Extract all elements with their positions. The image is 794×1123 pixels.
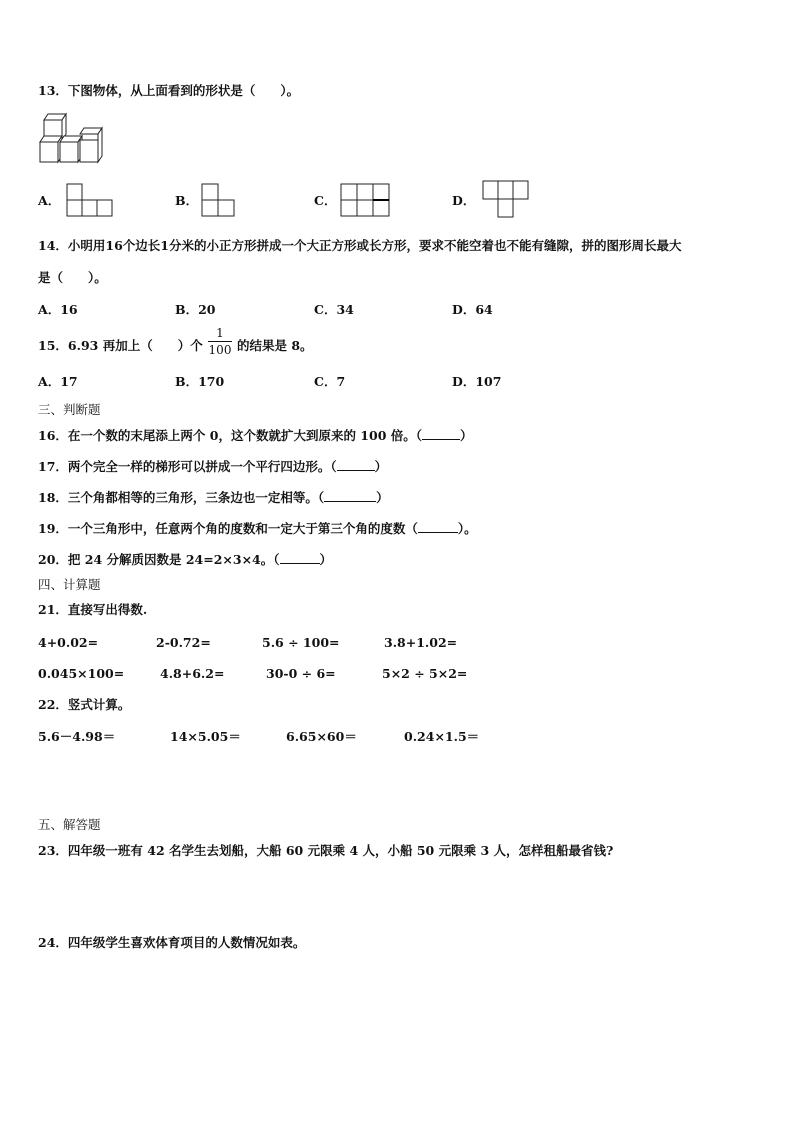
section-3-title: 三、判断题 [38,402,101,417]
q15-option-b: B．170 [175,374,225,389]
q13-option-c: C． [314,193,337,208]
q24: 24．四年级学生喜欢体育项目的人数情况如表。 [38,935,306,950]
q13-stem: 13．下图物体，从上面看到的形状是（ ）。 [38,83,300,98]
q14-option-d: D．64 [452,302,493,317]
q22-item4: 0.24×1.5＝ [404,729,480,744]
q21-row2-item1: 0.045×100= [38,666,125,681]
q13-option-d: D． [452,193,476,208]
q17-close: ） [374,459,388,474]
section-5-title: 五、解答题 [38,817,101,832]
q15-option-a: A．17 [38,374,78,389]
q16 [38,427,473,444]
q18 [38,489,389,506]
q19-close: ）。 [457,521,477,536]
q20 [38,551,332,568]
q15-option-d: D．107 [452,374,502,389]
q20-answer-blank[interactable] [280,551,320,564]
q21-row1-item3: 5.6 ÷ 100= [262,635,340,650]
q21-row1-item2: 2-0.72= [156,635,211,650]
q17-text: 17．两个完全一样的梯形可以拼成一个平行四边形。（ [38,459,337,474]
q22-item1: 5.6－4.98＝ [38,729,116,744]
q21-row2-item2: 4.8+6.2= [160,666,225,681]
q15-option-c: C．7 [314,374,346,389]
q17 [38,458,387,475]
q15-fraction-denominator: 100 [208,343,232,357]
q21-stem: 21．直接写出得数. [38,602,148,617]
q15-fraction-numerator: 1 [216,326,224,340]
q21-row1-item1: 4+0.02= [38,635,99,650]
q20-close: ） [319,552,333,567]
q16-close: ） [460,428,473,443]
q18-close: ） [376,490,389,505]
section-4-title: 四、计算题 [38,577,101,592]
q15-stem-before: 15．6.93 再加上（ ）个 [38,338,203,353]
q13-shape-c [340,183,390,217]
q21-row2-item3: 30-0 ÷ 6= [266,666,336,681]
q22-stem: 22．竖式计算。 [38,697,131,712]
q15-stem-after: 的结果是 8。 [237,338,313,353]
q13-shape-d [482,180,530,218]
q13-option-b: B． [175,193,199,208]
q20-text: 20．把 24 分解质因数是 24=2×3×4。（ [38,552,280,567]
q17-answer-blank[interactable] [337,458,375,471]
q19-answer-blank[interactable] [418,520,458,533]
q18-answer-blank[interactable] [324,489,376,502]
q15-fraction [206,326,234,357]
q14-option-b: B．20 [175,302,216,317]
q23: 23．四年级一班有 42 名学生去划船，大船 60 元限乘 4 人，小船 50 元限乘 3 人，怎样租船最省钱? [38,843,614,858]
q16-answer-blank[interactable] [422,427,460,440]
q13-shape-a [66,183,114,217]
q16-text: 16．在一个数的末尾添上两个 0，这个数就扩大到原来的 100 倍。（ [38,428,422,443]
q13-shape-b [201,183,235,217]
q14-stem-line1: 14．小明用16个边长1分米的小正方形拼成一个大正方形或长方形，要求不能空着也不能有缝隙，拼的图形周长最大 [38,238,682,253]
q15-fraction-bar [208,341,232,342]
q13-cube-figure [38,112,108,164]
q13-option-a: A． [38,193,61,208]
q19 [38,520,477,537]
q21-row1-item4: 3.8+1.02= [384,635,458,650]
q19-text: 19．一个三角形中，任意两个角的度数和一定大于第三个角的度数（ [38,521,418,536]
q22-item2: 14×5.05＝ [170,729,241,744]
q14-option-a: A．16 [38,302,78,317]
q14-option-c: C．34 [314,302,354,317]
q22-item3: 6.65×60＝ [286,729,357,744]
q21-row2-item4: 5×2 ÷ 5×2= [382,666,468,681]
q18-text: 18．三个角都相等的三角形，三条边也一定相等。（ [38,490,325,505]
q14-stem-line2: 是（ ）。 [38,270,107,285]
